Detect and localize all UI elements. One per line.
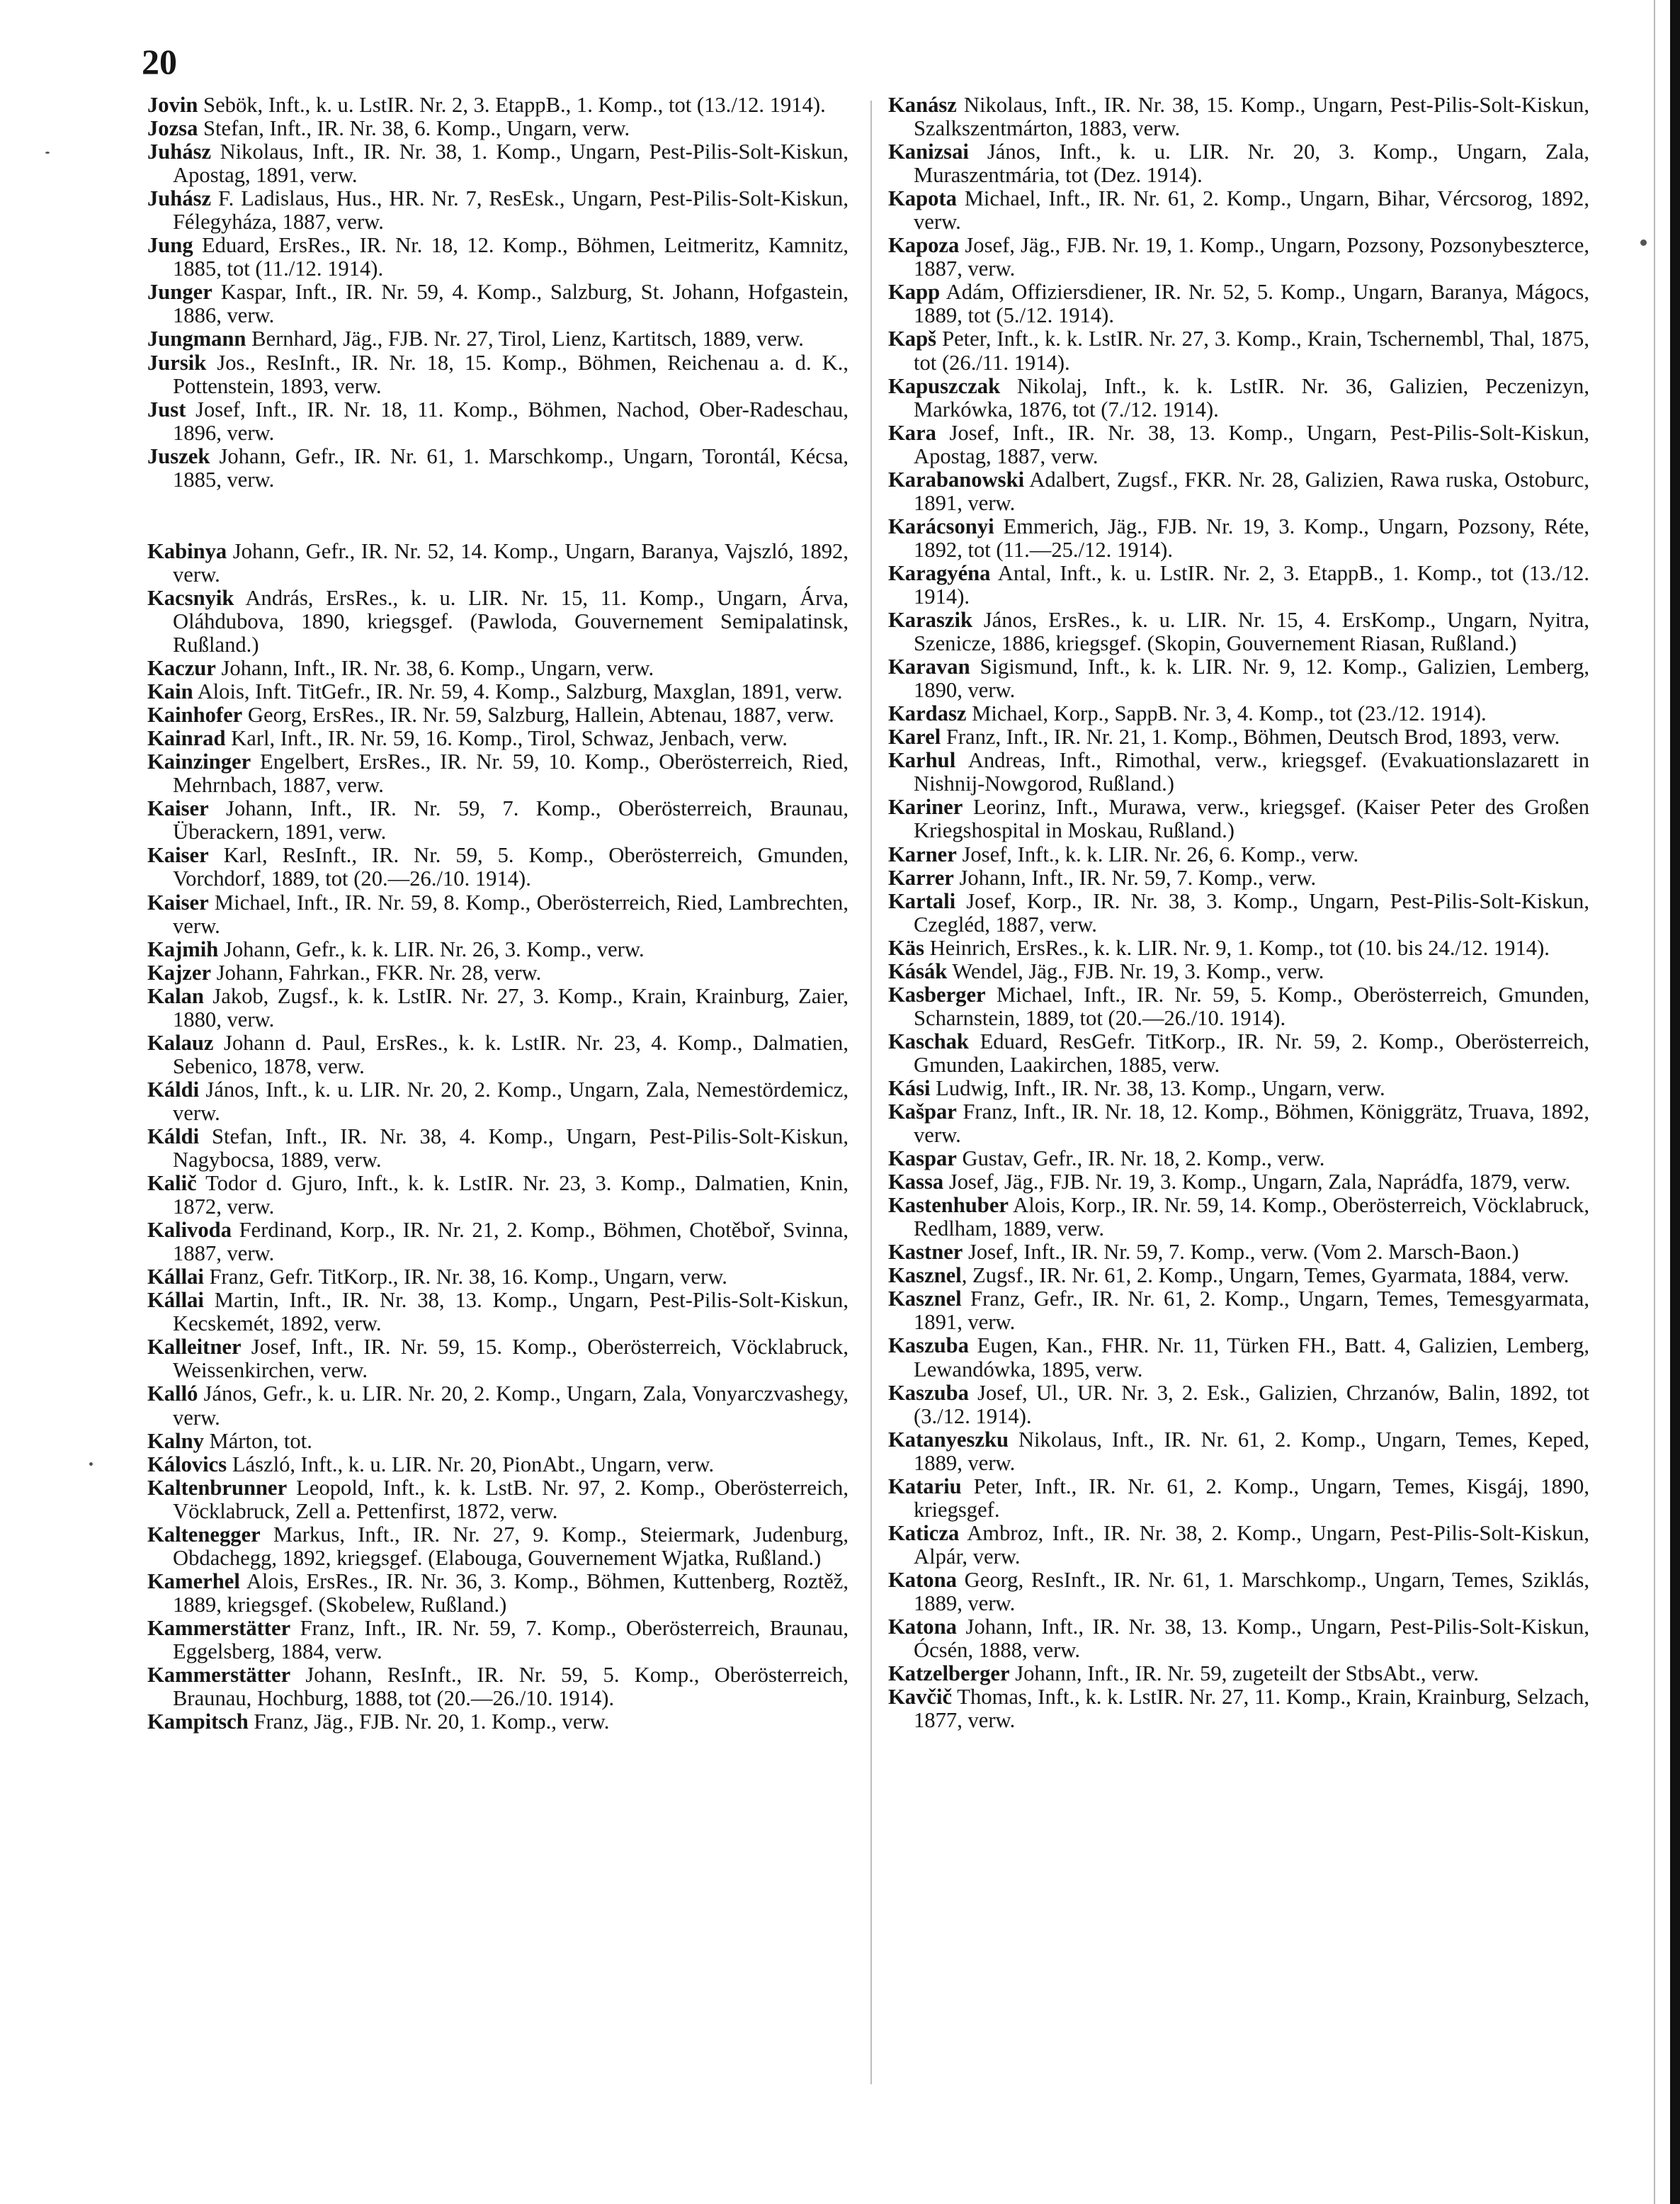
entry-details: Jos., ResInft., IR. Nr. 18, 15. Komp., Böhmen, Reichenau a. d. K., Pottenstein, 1893, verw. bbox=[173, 350, 848, 398]
scan-speck bbox=[45, 152, 50, 154]
entry bbox=[147, 727, 848, 750]
entry bbox=[147, 1663, 848, 1710]
entry-details: Josef, Korp., IR. Nr. 38, 3. Komp., Ungarn, Pest-Pilis-Solt-Kiskun, Czegléd, 1887, verw. bbox=[914, 888, 1589, 937]
entry-surname: Kacsnyik bbox=[147, 585, 234, 610]
entry-details: Adám, Offiziersdiener, IR. Nr. 52, 5. Komp., Ungarn, Baranya, Mágocs, 1889, tot (5./12. 1914). bbox=[914, 280, 1589, 328]
entry-surname: Karel bbox=[888, 725, 941, 750]
entry-details: Nikolaus, Inft., IR. Nr. 38, 1. Komp., Ungarn, Pest-Pilis-Solt-Kiskun, Apostag, 1891, verw. bbox=[173, 140, 848, 188]
entry-surname: Kainrad bbox=[147, 726, 226, 751]
entry-surname: Kállai bbox=[147, 1288, 204, 1313]
entry-details: Georg, ErsRes., IR. Nr. 59, Salzburg, Hallein, Abtenau, 1887, verw. bbox=[242, 703, 834, 728]
entry-surname: Käs bbox=[888, 935, 924, 960]
entry-surname: Jung bbox=[147, 233, 193, 258]
entry bbox=[147, 797, 848, 844]
entry-surname: Karagyéna bbox=[888, 560, 991, 585]
entry bbox=[147, 1125, 848, 1172]
entry bbox=[888, 140, 1589, 187]
entry-surname: Kanász bbox=[888, 93, 957, 117]
entry bbox=[147, 94, 848, 117]
entry-details: Emmerich, Jäg., FJB. Nr. 19, 3. Komp., Ungarn, Pozsony, Réte, 1892, tot (11.—25./12. 1914). bbox=[914, 514, 1589, 562]
entry bbox=[888, 890, 1589, 937]
entry-surname: Kalny bbox=[147, 1428, 204, 1453]
entry bbox=[147, 961, 848, 985]
entry bbox=[147, 1078, 848, 1125]
entry bbox=[888, 1170, 1589, 1194]
entry-surname: Kampitsch bbox=[147, 1709, 249, 1734]
entry-details: Michael, Inft., IR. Nr. 59, 8. Komp., Oberösterreich, Ried, Lambrechten, verw. bbox=[173, 890, 848, 938]
entry-details: Kaspar, Inft., IR. Nr. 59, 4. Komp., Salzburg, St. Johann, Hofgastein, 1886, verw. bbox=[173, 280, 848, 328]
entry bbox=[888, 1194, 1589, 1241]
entry bbox=[888, 1147, 1589, 1170]
entry bbox=[147, 327, 848, 351]
entry bbox=[888, 468, 1589, 515]
entry-details: Franz, Inft., IR. Nr. 21, 1. Komp., Böhmen, Deutsch Brod, 1893, verw. bbox=[941, 725, 1560, 750]
entry-details: Markus, Inft., IR. Nr. 27, 9. Komp., Steiermark, Judenburg, Obdachegg, 1892, kriegsgef. (Elabouga, Gouvernement Wjatka, Rußland.) bbox=[173, 1522, 848, 1570]
entry-surname: Karhul bbox=[888, 748, 956, 773]
entry-details: Karl, Inft., IR. Nr. 59, 16. Komp., Tirol, Schwaz, Jenbach, verw. bbox=[225, 726, 788, 751]
entry-surname: Kaiser bbox=[147, 843, 209, 868]
entry-details: , Zugsf., IR. Nr. 61, 2. Komp., Ungarn, Temes, Gyarmata, 1884, verw. bbox=[961, 1263, 1570, 1288]
entry bbox=[888, 281, 1589, 327]
entry-surname: Kanizsai bbox=[888, 140, 969, 164]
scan-speck bbox=[89, 1462, 93, 1466]
entry bbox=[888, 234, 1589, 281]
entry bbox=[888, 515, 1589, 562]
entry-details: Josef, Inft., IR. Nr. 59, 7. Komp., verw. (Vom 2. Marsch-Baon.) bbox=[963, 1240, 1519, 1265]
entry-details: Stefan, Inft., IR. Nr. 38, 6. Komp., Ungarn, verw. bbox=[198, 116, 630, 141]
entry bbox=[888, 1522, 1589, 1569]
entry bbox=[888, 1241, 1589, 1264]
entry bbox=[888, 1334, 1589, 1381]
column-divider bbox=[870, 101, 872, 2084]
entry bbox=[147, 1335, 848, 1382]
entry-surname: Kammerstätter bbox=[147, 1663, 291, 1688]
entry bbox=[147, 140, 848, 187]
entry-surname: Just bbox=[147, 397, 186, 422]
entry-details: Johann, Inft., IR. Nr. 59, 7. Komp., Oberösterreich, Braunau, Überackern, 1891, verw. bbox=[173, 796, 848, 844]
entry-details: Ferdinand, Korp., IR. Nr. 21, 2. Komp., Böhmen, Chotěboř, Svinna, 1887, verw. bbox=[173, 1218, 848, 1266]
entry-surname: Juhász bbox=[147, 186, 212, 211]
entry-details: Johann, Inft., IR. Nr. 38, 6. Komp., Ungarn, verw. bbox=[215, 656, 654, 681]
entry-details: Josef, Jäg., FJB. Nr. 19, 3. Komp., Ungarn, Zala, Naprádfa, 1879, verw. bbox=[943, 1170, 1571, 1194]
entry-surname: Kain bbox=[147, 679, 193, 704]
entry-details: Franz, Jäg., FJB. Nr. 20, 1. Komp., verw. bbox=[248, 1709, 610, 1734]
entry-details: F. Ladislaus, Hus., HR. Nr. 7, ResEsk., Ungarn, Pest-Pilis-Solt-Kiskun, Félegyháza, 1887, verw. bbox=[173, 186, 848, 234]
entry-details: Johann, Gefr., IR. Nr. 52, 14. Komp., Ungarn, Baranya, Vajszló, 1892, verw. bbox=[173, 538, 848, 587]
entry-details: Johann, Inft., IR. Nr. 38, 13. Komp., Ungarn, Pest-Pilis-Solt-Kiskun, Ócsén, 1888, verw. bbox=[914, 1615, 1589, 1663]
entry-surname: Kastenhuber bbox=[888, 1193, 1009, 1218]
entry-details: Johann, Inft., IR. Nr. 59, zugeteilt der StbsAbt., verw. bbox=[1009, 1661, 1480, 1686]
entry bbox=[888, 1615, 1589, 1662]
entry-details: János, Inft., k. u. LIR. Nr. 20, 3. Komp., Ungarn, Zala, Muraszentmária, tot (Dez. 1914). bbox=[914, 140, 1589, 188]
entry bbox=[147, 281, 848, 327]
page-number: 20 bbox=[142, 42, 177, 81]
entry-details: Eduard, ErsRes., IR. Nr. 18, 12. Komp., Böhmen, Leitmeritz, Kamnitz, 1885, tot (11./12. 1914). bbox=[173, 233, 848, 281]
entry-surname: Karabanowski bbox=[888, 467, 1025, 492]
entry-surname: Kaszuba bbox=[888, 1380, 969, 1405]
entry-surname: Kamerhel bbox=[147, 1569, 240, 1593]
entry bbox=[888, 960, 1589, 983]
page-edge bbox=[1654, 0, 1655, 2204]
entry-surname: Kastner bbox=[888, 1240, 963, 1265]
entry-details: Eugen, Kan., FHR. Nr. 11, Türken FH., Batt. 4, Galizien, Lemberg, Lewandówka, 1895, verw. bbox=[914, 1333, 1589, 1381]
entry-details: Jakob, Zugsf., k. k. LstIR. Nr. 27, 3. Komp., Krain, Krainburg, Zaier, 1880, verw. bbox=[173, 983, 848, 1032]
entry-surname: Kaczur bbox=[147, 656, 216, 681]
entry-details: Franz, Gefr. TitKorp., IR. Nr. 38, 16. Komp., Ungarn, verw. bbox=[203, 1265, 727, 1289]
entry bbox=[888, 655, 1589, 702]
entry bbox=[888, 1264, 1589, 1287]
entry-surname: Kállai bbox=[147, 1265, 204, 1289]
entry bbox=[888, 1100, 1589, 1147]
entry-surname: Kalleitner bbox=[147, 1335, 242, 1360]
entry bbox=[888, 749, 1589, 796]
entry-surname: Kási bbox=[888, 1075, 931, 1100]
entry-details: Michael, Inft., IR. Nr. 59, 5. Komp., Oberösterreich, Gmunden, Scharnstein, 1889, tot (20.—26./10. 1914). bbox=[914, 982, 1589, 1030]
entry-surname: Kapoza bbox=[888, 233, 960, 258]
entry bbox=[147, 1265, 848, 1289]
entry-details: Ludwig, Inft., IR. Nr. 38, 13. Komp., Ungarn, verw. bbox=[930, 1075, 1385, 1100]
entry bbox=[147, 844, 848, 891]
entry-surname: Katicza bbox=[888, 1520, 960, 1545]
entry-surname: Káldi bbox=[147, 1124, 200, 1148]
entry bbox=[888, 937, 1589, 960]
entry-details: Josef, Ul., UR. Nr. 3, 2. Esk., Galizien, Chrzanów, Balin, 1892, tot (3./12. 1914). bbox=[914, 1380, 1589, 1428]
entry-surname: Karácsonyi bbox=[888, 514, 994, 538]
entry-surname: Kavčič bbox=[888, 1685, 953, 1709]
entry-surname: Kaschak bbox=[888, 1029, 969, 1053]
entry-surname: Kalan bbox=[147, 983, 204, 1008]
entry bbox=[147, 445, 848, 492]
entry-surname: Kardasz bbox=[888, 701, 967, 726]
entry-surname: Kalivoda bbox=[147, 1218, 232, 1243]
entry bbox=[147, 1710, 848, 1734]
entry-details: Nikolaj, Inft., k. k. LstIR. Nr. 36, Galizien, Peczenizyn, Markówka, 1876, tot (7./12. 1914). bbox=[914, 373, 1589, 422]
entry-details: Leopold, Inft., k. k. LstB. Nr. 97, 2. Komp., Oberösterreich, Vöcklabruck, Zell a. Pettenfirst, 1872, verw. bbox=[173, 1475, 848, 1523]
entry-details: Ambroz, Inft., IR. Nr. 38, 2. Komp., Ungarn, Pest-Pilis-Solt-Kiskun, Alpár, verw. bbox=[914, 1520, 1589, 1569]
entry bbox=[147, 540, 848, 587]
entry-surname: Kálovics bbox=[147, 1452, 227, 1476]
entry bbox=[888, 187, 1589, 234]
entry-surname: Kara bbox=[888, 420, 936, 445]
entry-details: Georg, ResInft., IR. Nr. 61, 1. Marschkomp., Ungarn, Temes, Sziklás, 1889, verw. bbox=[914, 1567, 1589, 1615]
entry-details: Márton, tot. bbox=[203, 1428, 312, 1453]
entry-details: Engelbert, ErsRes., IR. Nr. 59, 10. Komp., Oberösterreich, Ried, Mehrnbach, 1887, verw. bbox=[173, 750, 848, 798]
entry bbox=[888, 843, 1589, 866]
entry-surname: Kasznel bbox=[888, 1287, 962, 1311]
entry-details: Peter, Inft., IR. Nr. 61, 2. Komp., Ungarn, Temes, Kisgáj, 1890, kriegsgef. bbox=[914, 1474, 1589, 1522]
entry-details: Bernhard, Jäg., FJB. Nr. 27, Tirol, Lienz, Kartitsch, 1889, verw. bbox=[246, 327, 804, 351]
entry bbox=[147, 1289, 848, 1335]
entry-surname: Kalló bbox=[147, 1381, 198, 1406]
entry-surname: Katona bbox=[888, 1567, 957, 1592]
entry bbox=[888, 866, 1589, 890]
entry-surname: Kaltenbrunner bbox=[147, 1475, 288, 1500]
entry-surname: Katanyeszku bbox=[888, 1427, 1009, 1452]
entry-details: Johann d. Paul, ErsRes., k. k. LstIR. Nr. 23, 4. Komp., Dalmatien, Sebenico, 1878, verw. bbox=[173, 1030, 848, 1078]
entry-details: Antal, Inft., k. u. LstIR. Nr. 2, 3. EtappB., 1. Komp., tot (13./12. 1914). bbox=[914, 560, 1589, 609]
entry-details: Josef, Jäg., FJB. Nr. 19, 1. Komp., Ungarn, Pozsony, Pozsonybeszterce, 1887, verw. bbox=[914, 233, 1589, 281]
entry-details: János, ErsRes., k. u. LIR. Nr. 15, 4. ErsKomp., Ungarn, Nyitra, Szenicze, 1886, kriegsgef. (Skopin, Gouvernement Riasan, Rußland.) bbox=[914, 608, 1589, 656]
entry-surname: Karner bbox=[888, 842, 957, 866]
entry-details: Nikolaus, Inft., IR. Nr. 61, 2. Komp., Ungarn, Temes, Keped, 1889, verw. bbox=[914, 1427, 1589, 1475]
entry bbox=[888, 562, 1589, 609]
entry bbox=[888, 422, 1589, 468]
entry bbox=[147, 234, 848, 281]
entry-surname: Kasberger bbox=[888, 982, 986, 1007]
entry bbox=[147, 1219, 848, 1265]
entry-surname: Kainhofer bbox=[147, 703, 243, 728]
entry-details: Franz, Inft., IR. Nr. 18, 12. Komp., Böhmen, Königgrätz, Truava, 1892, verw. bbox=[914, 1100, 1589, 1148]
entry bbox=[147, 891, 848, 938]
entry-surname: Juszek bbox=[147, 443, 210, 468]
entry bbox=[147, 1570, 848, 1617]
entry-details: Franz, Gefr., IR. Nr. 61, 2. Komp., Ungarn, Temes, Temesgyarmata, 1891, verw. bbox=[914, 1287, 1589, 1335]
entry-details: Michael, Inft., IR. Nr. 61, 2. Komp., Ungarn, Bihar, Vércsorog, 1892, verw. bbox=[914, 186, 1589, 234]
entry-details: Johann, Fahrkan., FKR. Nr. 28, verw. bbox=[211, 960, 542, 985]
entry bbox=[147, 1032, 848, 1078]
entry bbox=[888, 327, 1589, 374]
entry-surname: Katzelberger bbox=[888, 1661, 1010, 1686]
entry bbox=[888, 1685, 1589, 1732]
entry bbox=[888, 702, 1589, 725]
entry-surname: Kajmih bbox=[147, 937, 219, 961]
entry-details: László, Inft., k. u. LIR. Nr. 20, PionAbt., Ungarn, verw. bbox=[227, 1452, 715, 1476]
entry bbox=[147, 398, 848, 445]
entry bbox=[147, 985, 848, 1032]
entry-surname: Kainzinger bbox=[147, 750, 251, 774]
entry-details: Josef, Inft., k. k. LIR. Nr. 26, 6. Komp., verw. bbox=[956, 842, 1359, 866]
entry bbox=[888, 1077, 1589, 1100]
entry bbox=[147, 1453, 848, 1476]
entry-details: János, Gefr., k. u. LIR. Nr. 20, 2. Komp., Ungarn, Zala, Vonyarczvashegy, verw. bbox=[173, 1381, 848, 1430]
entry bbox=[147, 1430, 848, 1453]
entry-details: Adalbert, Zugsf., FKR. Nr. 28, Galizien, Rawa ruska, Ostoburc, 1891, verw. bbox=[914, 467, 1589, 515]
entry-details: Josef, Inft., IR. Nr. 38, 13. Komp., Ungarn, Pest-Pilis-Solt-Kiskun, Apostag, 1887, verw. bbox=[914, 420, 1589, 468]
entry-details: Heinrich, ErsRes., k. k. LIR. Nr. 9, 1. Komp., tot (10. bis 24./12. 1914). bbox=[924, 935, 1550, 960]
entry bbox=[147, 1172, 848, 1219]
entry-details: Alois, ErsRes., IR. Nr. 36, 3. Komp., Böhmen, Kuttenberg, Roztěž, 1889, kriegsgef. (Skobelew, Rußland.) bbox=[173, 1569, 848, 1617]
entry-details: Johann, Gefr., IR. Nr. 61, 1. Marschkomp., Ungarn, Torontál, Kécsa, 1885, verw. bbox=[173, 443, 848, 492]
entry-surname: Káldi bbox=[147, 1077, 200, 1102]
entry-surname: Kaiser bbox=[147, 796, 209, 821]
entry bbox=[888, 983, 1589, 1030]
entry bbox=[147, 1523, 848, 1570]
entry bbox=[888, 609, 1589, 655]
entry-surname: Jursik bbox=[147, 350, 207, 375]
entry-surname: Kalauz bbox=[147, 1030, 214, 1055]
entry-surname: Kasznel bbox=[888, 1263, 962, 1288]
entry-surname: Kapuszczak bbox=[888, 373, 1001, 398]
entry-details: Peter, Inft., k. k. LstIR. Nr. 27, 3. Komp., Krain, Tschernembl, Thal, 1875, tot (26./11. 1914). bbox=[914, 327, 1589, 375]
entry-surname: Kabinya bbox=[147, 538, 227, 563]
entry-details: Alois, Korp., IR. Nr. 59, 14. Komp., Oberösterreich, Vöcklabruck, Redlham, 1889, verw. bbox=[914, 1193, 1589, 1241]
entry-surname: Kajzer bbox=[147, 960, 212, 985]
entry-details: Andreas, Inft., Rimothal, verw., kriegsgef. (Evakuationslazarett in Nishnij-Nowgorod, Rußland.) bbox=[914, 748, 1589, 796]
entry-details: Franz, Inft., IR. Nr. 59, 7. Komp., Oberösterreich, Braunau, Eggelsberg, 1884, verw. bbox=[173, 1615, 848, 1663]
entry-details: Leorinz, Inft., Murawa, verw., kriegsgef. (Kaiser Peter des Großen Kriegshospital in Moskau, Rußland.) bbox=[914, 795, 1589, 843]
entry bbox=[147, 1382, 848, 1429]
entry-details: Josef, Inft., IR. Nr. 59, 15. Komp., Oberösterreich, Vöcklabruck, Weissenkirchen, verw. bbox=[173, 1335, 848, 1383]
entry-surname: Junger bbox=[147, 280, 212, 305]
entry-details: Wendel, Jäg., FJB. Nr. 19, 3. Komp., verw. bbox=[947, 959, 1324, 983]
left-column bbox=[147, 94, 848, 1734]
entry bbox=[147, 657, 848, 680]
entry-surname: Jozsa bbox=[147, 116, 198, 141]
entry bbox=[888, 725, 1589, 749]
entry-surname: Kartali bbox=[888, 888, 956, 913]
entry-surname: Kaltenegger bbox=[147, 1522, 261, 1547]
entry-details: Martin, Inft., IR. Nr. 38, 13. Komp., Ungarn, Pest-Pilis-Solt-Kiskun, Kecskemét, 1892, verw. bbox=[173, 1288, 848, 1336]
entry bbox=[147, 1617, 848, 1663]
entry bbox=[888, 1662, 1589, 1685]
entry-details: Eduard, ResGefr. TitKorp., IR. Nr. 59, 2. Komp., Oberösterreich, Gmunden, Laakirchen, 1885, verw. bbox=[914, 1029, 1589, 1077]
entry-surname: Jungmann bbox=[147, 327, 246, 351]
entry-surname: Kapp bbox=[888, 280, 941, 305]
entry-surname: Karrer bbox=[888, 865, 954, 890]
entry bbox=[147, 187, 848, 234]
entry bbox=[888, 1287, 1589, 1334]
entry-surname: Katona bbox=[888, 1615, 957, 1639]
entry bbox=[147, 750, 848, 797]
entry-surname: Kariner bbox=[888, 795, 963, 820]
entry-surname: Karavan bbox=[888, 655, 970, 679]
entry-surname: Kaiser bbox=[147, 890, 209, 915]
entry-details: Josef, Inft., IR. Nr. 18, 11. Komp., Böhmen, Nachod, Ober-Radeschau, 1896, verw. bbox=[173, 397, 848, 445]
entry-surname: Karaszik bbox=[888, 608, 972, 633]
entry bbox=[888, 1030, 1589, 1077]
entry-details: János, Inft., k. u. LIR. Nr. 20, 2. Komp., Ungarn, Zala, Nemestördemicz, verw. bbox=[173, 1077, 848, 1125]
entry-details: Johann, Gefr., k. k. LIR. Nr. 26, 3. Komp., verw. bbox=[218, 937, 645, 961]
entry bbox=[147, 703, 848, 727]
entry bbox=[888, 1428, 1589, 1475]
entry-surname: Juhász bbox=[147, 140, 212, 164]
entry bbox=[147, 1476, 848, 1523]
entry bbox=[888, 796, 1589, 842]
entry-surname: Kaspar bbox=[888, 1146, 957, 1171]
entry-details: Gustav, Gefr., IR. Nr. 18, 2. Komp., verw. bbox=[956, 1146, 1325, 1171]
entry-surname: Kaszuba bbox=[888, 1333, 969, 1358]
entry bbox=[147, 938, 848, 961]
entry-details: Thomas, Inft., k. k. LstIR. Nr. 27, 11. Komp., Krain, Krainburg, Selzach, 1877, verw. bbox=[914, 1685, 1589, 1733]
right-column bbox=[888, 94, 1589, 1732]
entry bbox=[147, 117, 848, 140]
entry-details: Johann, ResInft., IR. Nr. 59, 5. Komp., Oberösterreich, Braunau, Hochburg, 1888, tot (20.—26./10. 1914). bbox=[173, 1663, 848, 1711]
entry-surname: Kapš bbox=[888, 327, 937, 351]
entry-details: Johann, Inft., IR. Nr. 59, 7. Komp., verw. bbox=[953, 865, 1317, 890]
entry-surname: Kalič bbox=[147, 1171, 197, 1196]
entry-surname: Jovin bbox=[147, 93, 198, 117]
entry-details: Karl, ResInft., IR. Nr. 59, 5. Komp., Oberösterreich, Gmunden, Vorchdorf, 1889, tot (20.—26./10. 1914). bbox=[173, 843, 848, 891]
entry bbox=[888, 375, 1589, 422]
entry bbox=[888, 1475, 1589, 1522]
entry-surname: Kapota bbox=[888, 186, 957, 211]
entry-surname: Kassa bbox=[888, 1170, 944, 1194]
entry bbox=[888, 94, 1589, 140]
entry-details: Sigismund, Inft., k. k. LIR. Nr. 9, 12. Komp., Galizien, Lemberg, 1890, verw. bbox=[914, 655, 1589, 703]
scan-speck bbox=[1640, 239, 1647, 246]
entry-details: Stefan, Inft., IR. Nr. 38, 4. Komp., Ungarn, Pest-Pilis-Solt-Kiskun, Nagybocsa, 1889, verw. bbox=[173, 1124, 848, 1172]
entry-surname: Katariu bbox=[888, 1474, 962, 1498]
entry-details: Nikolaus, Inft., IR. Nr. 38, 15. Komp., Ungarn, Pest-Pilis-Solt-Kiskun, Szalkszentmárton, 1883, verw. bbox=[914, 93, 1589, 141]
entry-details: Sebök, Inft., k. u. LstIR. Nr. 2, 3. EtappB., 1. Komp., tot (13./12. 1914). bbox=[198, 93, 826, 117]
entry-surname: Kásák bbox=[888, 959, 948, 983]
entry-details: Michael, Korp., SappB. Nr. 3, 4. Komp., tot (23./12. 1914). bbox=[966, 701, 1487, 726]
entry bbox=[888, 1381, 1589, 1428]
entry bbox=[147, 680, 848, 703]
entry bbox=[147, 351, 848, 398]
entry-details: András, ErsRes., k. u. LIR. Nr. 15, 11. Komp., Ungarn, Árva, Oláhdubova, 1890, kriegsgef. (Pawloda, Gouvernement Semipalatinsk, Rußland.) bbox=[173, 585, 848, 657]
entry-details: Todor d. Gjuro, Inft., k. k. LstIR. Nr. 23, 3. Komp., Dalmatien, Knin, 1872, verw. bbox=[173, 1171, 848, 1219]
entry bbox=[888, 1569, 1589, 1615]
entry-details: Alois, Inft. TitGefr., IR. Nr. 59, 4. Komp., Salzburg, Maxglan, 1891, verw. bbox=[193, 679, 843, 704]
entry-surname: Kašpar bbox=[888, 1100, 957, 1124]
entry-surname: Kammerstätter bbox=[147, 1615, 291, 1640]
entry bbox=[147, 587, 848, 657]
